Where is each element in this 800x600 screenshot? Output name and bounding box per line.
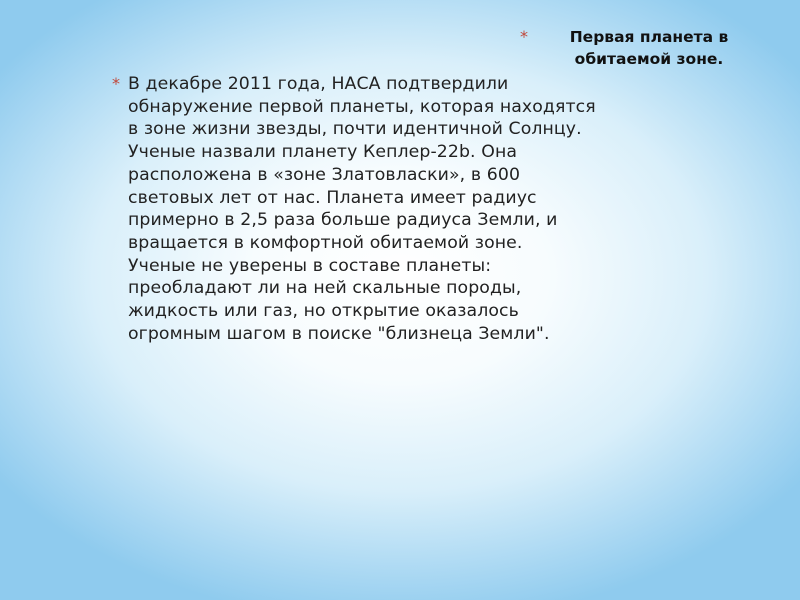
body-line: жидкость или газ, но открытие оказалось xyxy=(128,301,519,322)
body-line: вращается в комфортной обитаемой зоне. xyxy=(128,232,523,253)
body-line: расположена в «зоне Златовласки», в 600 xyxy=(128,164,521,185)
body-bullet-icon: * xyxy=(112,74,120,93)
body-line: обнаружение первой планеты, которая находятся xyxy=(128,96,596,117)
body-line: в зоне жизни звезды, почти идентичной Солнцу. xyxy=(128,119,582,140)
slide-title xyxy=(520,26,770,70)
body-line: световых лет от нас. Планета имеет радиус xyxy=(128,187,537,208)
slide-body xyxy=(112,73,692,345)
body-line: преобладают ли на ней скальные породы, xyxy=(128,278,522,299)
title-bullet-icon: * xyxy=(520,27,528,46)
title-text xyxy=(544,26,754,70)
body-line: примерно в 2,5 раза больше радиуса Земли, и xyxy=(128,210,558,231)
body-paragraph xyxy=(128,73,596,345)
title-line: Первая планета в xyxy=(569,28,729,46)
title-line: обитаемой зоне. xyxy=(574,50,724,68)
body-line: Ученые назвали планету Кеплер-22b. Она xyxy=(128,142,518,163)
body-line: В декабре 2011 года, НАСА подтвердили xyxy=(128,74,509,94)
body-line: огромным шагом в поиске "близнеца Земли". xyxy=(128,323,550,344)
body-line: Ученые не уверены в составе планеты: xyxy=(128,255,492,276)
